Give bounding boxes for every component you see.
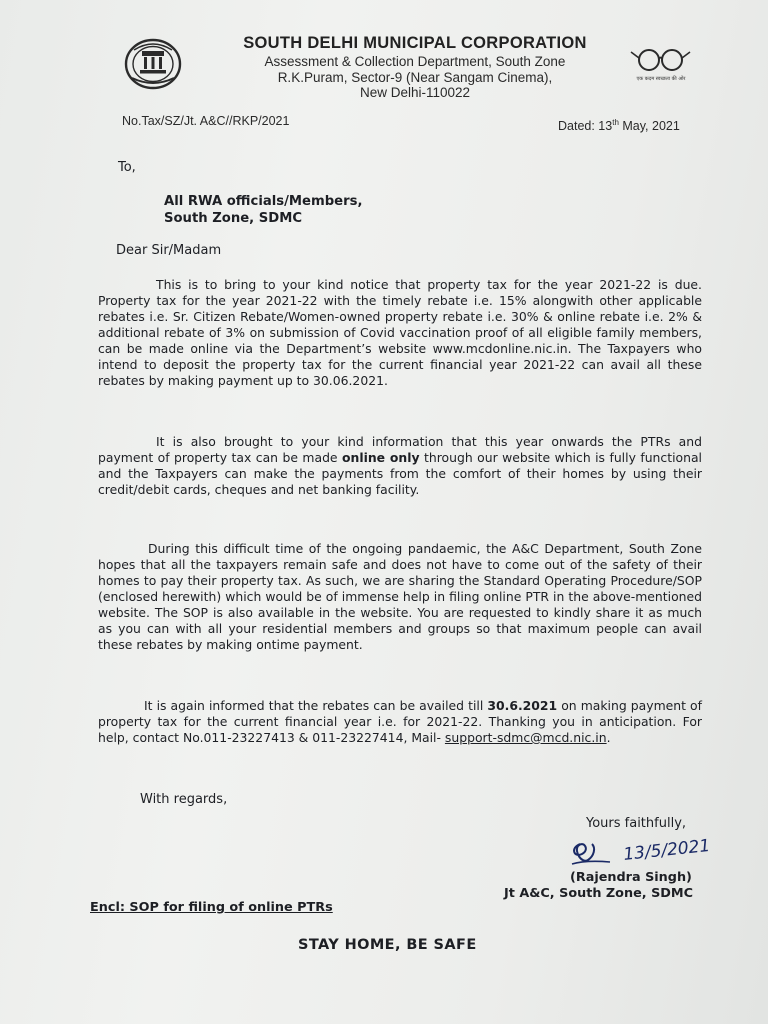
- address-line-1: R.K.Puram, Sector-9 (Near Sangam Cinema),: [277, 70, 553, 85]
- date-day: Dated: 13: [558, 119, 613, 134]
- enclosure-note: Encl: SOP for filing of online PTRs: [90, 900, 333, 915]
- paragraph-2-bold: online only: [342, 450, 420, 465]
- signature-date: 13/5/2021: [622, 835, 712, 865]
- address-line-2: New Delhi-110022: [359, 85, 471, 100]
- yours-faithfully: Yours faithfully,: [586, 816, 687, 831]
- right-logo-caption: एक कदम स्वच्छता की ओर: [636, 76, 686, 82]
- paragraph-4-text-a: It is again informed that the rebates can be availed till: [144, 698, 488, 713]
- support-email-link[interactable]: support-sdmc@mcd.nic.in: [444, 730, 607, 745]
- addressee-line-2: South Zone, SDMC: [164, 211, 303, 226]
- paragraph-1: [98, 277, 702, 389]
- paragraph-4-text-b: on making payment of property tax for the current financial year i.e. for 2021-22. Thanking you in anticipation. For help, contact No.011-23227413 & 011-23227414, Mail-: [98, 698, 702, 745]
- signatory-designation: Jt A&C, South Zone, SDMC: [504, 886, 694, 901]
- signatory-name: (Rajendra Singh): [570, 870, 692, 885]
- paragraph-2-text-b: through our website which is fully functional and the Taxpayers can make the payments from the comfort of their homes by using their credit/debit cards, cheques and net banking facility.: [98, 450, 702, 497]
- paragraph-2: [98, 434, 702, 498]
- paragraph-3-text: During this difficult time of the ongoing pandaemic, the A&C Department, South Zone hopes that all the taxpayers remain safe and does not have to come out of the safety of their homes to pay their property tax. As such, we are sharing the Standard Operating Procedure/SOP (enclosed herewith) which would be of immense help in filing online PTR in the above-mentioned website. The SOP is also available in the website. You are requested to kindly share it as much as you can with all your residential members and groups so that maximum people can avail these rebates by making ontime payment.: [98, 541, 702, 652]
- sdmc-emblem-icon: [124, 38, 182, 90]
- date-suffix: th: [612, 118, 619, 127]
- letter-date: [558, 118, 680, 133]
- closing-regards: With regards,: [140, 792, 228, 807]
- to-label: To,: [118, 160, 136, 175]
- paragraph-4-bold-date: 30.6.2021: [487, 698, 558, 713]
- paragraph-2-text-a: It is also brought to your kind information that this year onwards the PTRs and payment of property tax can be made: [98, 434, 702, 465]
- paragraph-4: [98, 698, 702, 746]
- swachh-bharat-spectacles-icon: [628, 44, 694, 84]
- footer-slogan: STAY HOME, BE SAFE: [298, 937, 477, 953]
- paragraph-3: [98, 541, 702, 653]
- paragraph-1-text: This is to bring to your kind notice that property tax for the year 2021-22 is due. Property tax for the year 2021-22 with the timely rebate i.e. 15% alongwith other applicable rebates i.e. Sr. Citizen Rebate/Women-owned property rebate i.e. 30% & online rebate i.e. 2% & additional rebate of 3% on submission of Covid vaccination proof of all eligible family members, can be made online via the Department’s website www.mcdonline.nic.in. The Taxpayers who intend to deposit the property tax for the current financial year 2021-22 can avail all these rebates by making payment up to 30.06.2021.: [98, 277, 702, 388]
- paragraph-4-end: .: [606, 730, 611, 745]
- reference-number: No.Tax/SZ/Jt. A&C//RKP/2021: [122, 114, 290, 128]
- date-month-year: May, 2021: [618, 119, 680, 134]
- department-name: Assessment & Collection Department, South Zone: [264, 54, 566, 69]
- organization-name: SOUTH DELHI MUNICIPAL CORPORATION: [243, 34, 587, 52]
- salutation: Dear Sir/Madam: [116, 243, 222, 258]
- addressee-line-1: All RWA officials/Members,: [164, 194, 363, 209]
